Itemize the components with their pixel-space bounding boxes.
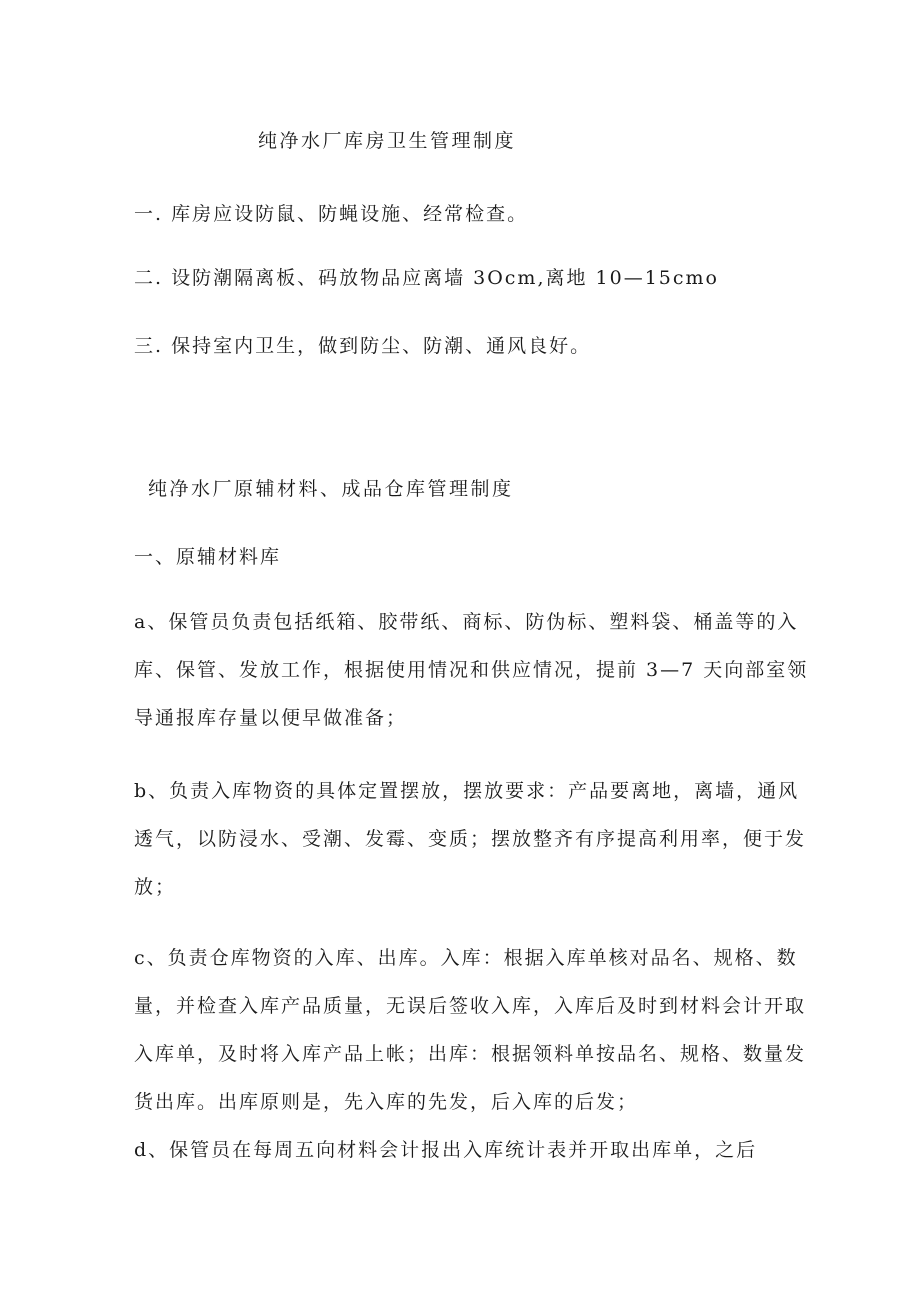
paragraph-a-line: 导通报库存量以便早做准备；	[134, 707, 408, 729]
paragraph-d	[134, 1126, 784, 1174]
paragraph-a-line: a、保管员负责包括纸箱、胶带纸、商标、防伪标、塑料袋、桶盖等的入	[134, 611, 799, 633]
paragraph-c-line: 量，并检查入库产品质量，无误后签收入库，入库后及时到材料会计开取	[134, 995, 807, 1017]
paragraph-c	[134, 934, 807, 1126]
title-warehouse-hygiene: 纯净水厂库房卫生管理制度	[258, 130, 517, 152]
rule-2: 二. 设防潮隔离板、码放物品应离墙 3Ocm,离地 10—15cmo	[134, 267, 719, 289]
paragraph-a	[134, 598, 809, 742]
rule-3: 三. 保持室内卫生，做到防尘、防潮、通风良好。	[134, 335, 592, 357]
paragraph-b-line: 放；	[134, 876, 177, 898]
paragraph-b-line: b、负责入库物资的具体定置摆放，摆放要求：产品要离地，离墙，通风	[134, 780, 800, 802]
paragraph-c-line: 货出库。出库原则是，先入库的先发，后入库的后发；	[134, 1091, 639, 1113]
rule-1: 一. 库房应设防鼠、防蝇设施、经常检查。	[134, 203, 529, 225]
paragraph-b-line: 透气，以防浸水、受潮、发霉、变质；摆放整齐有序提高利用率，便于发	[134, 828, 807, 850]
paragraph-c-line: c、负责仓库物资的入库、出库。入库：根据入库单核对品名、规格、数	[134, 947, 798, 969]
paragraph-d-line: d、保管员在每周五向材料会计报出入库统计表并开取出库单，之后	[134, 1139, 758, 1161]
section-raw-materials: 一、原辅材料库	[134, 546, 282, 568]
paragraph-c-line: 入库单，及时将入库产品上帐；出库：根据领料单按品名、规格、数量发	[134, 1043, 807, 1065]
paragraph-a-line: 库、保管、发放工作，根据使用情况和供应情况，提前 3—7 天向部室领	[134, 659, 809, 681]
title-materials-warehouse: 纯净水厂原辅材料、成品仓库管理制度	[148, 478, 514, 500]
paragraph-b	[134, 767, 807, 911]
